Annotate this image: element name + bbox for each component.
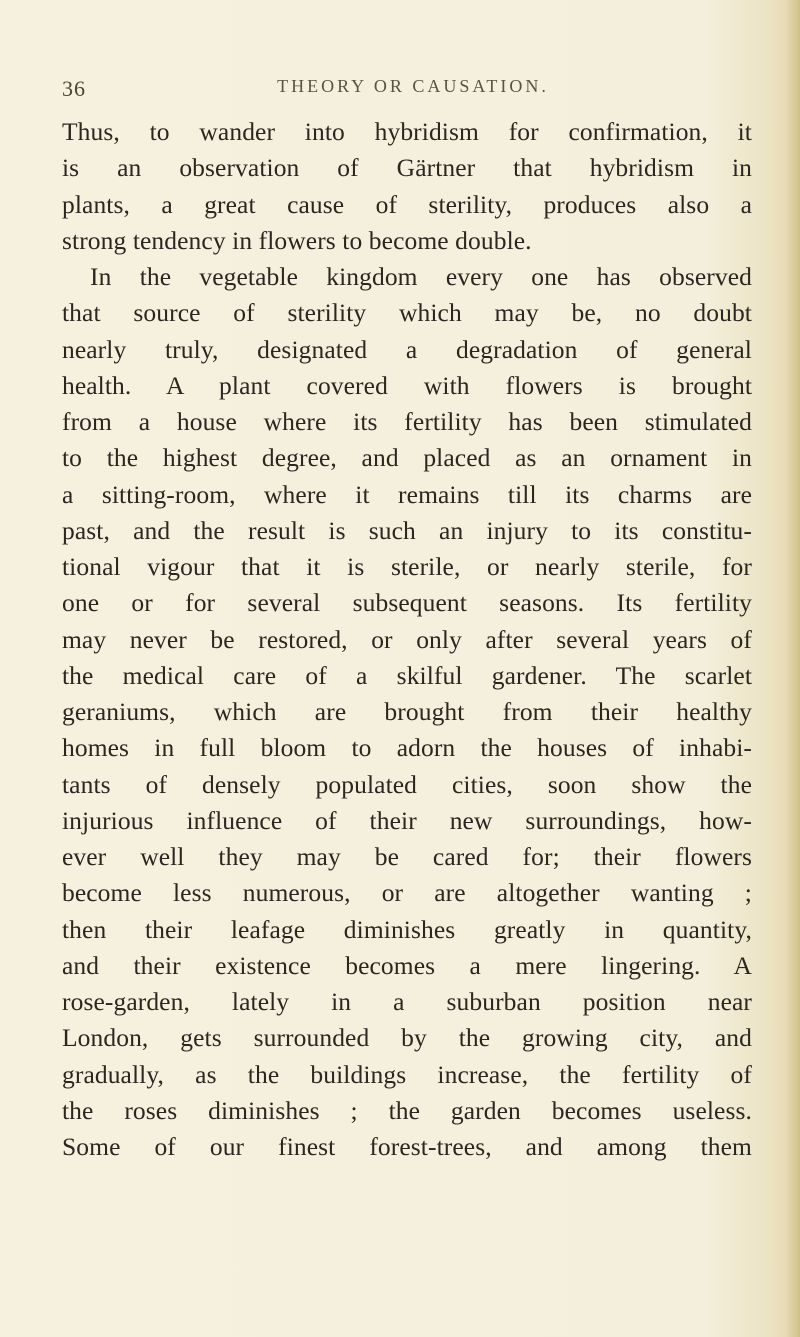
text-line: from a house where its fertility has been stimulated <box>62 407 752 436</box>
text-line: one or for several subsequent seasons. Its fertility <box>62 588 752 618</box>
text-line: to the highest degree, and placed as an ornament in <box>62 443 752 473</box>
text-line: health. A plant covered with flowers is brought <box>62 370 752 400</box>
body-text <box>62 114 752 1165</box>
text-line: plants, a great cause of sterility, produces also a <box>62 189 752 219</box>
text-line: the medical care of a skilful gardener. The scarlet <box>62 660 752 690</box>
text-line: rose-garden, lately in a suburban position near <box>62 987 752 1016</box>
text-line: injurious influence of their new surroundings, how- <box>62 805 752 835</box>
text-line: strong tendency in flowers to become double. <box>62 225 532 255</box>
text-line: Some of our finest forest-trees, and among them <box>62 1132 752 1161</box>
text-line: then their leafage diminishes greatly in quantity, <box>62 914 752 944</box>
text-line: is an observation of Gärtner that hybridism in <box>62 153 752 183</box>
text-line: homes in full bloom to adorn the houses of inhabi- <box>62 733 752 763</box>
text-line: the roses diminishes ; the garden becomes useless. <box>62 1095 752 1125</box>
text-line: gradually, as the buildings increase, the fertility of <box>62 1059 752 1089</box>
text-line: past, and the result is such an injury to its constitu- <box>62 515 752 545</box>
text-line: tional vigour that it is sterile, or nearly sterile, for <box>62 552 752 581</box>
text-line: ever well they may be cared for; their flowers <box>62 842 752 871</box>
text-line: that source of sterility which may be, no doubt <box>62 298 752 328</box>
text-line: London, gets surrounded by the growing city, and <box>62 1023 752 1053</box>
text-line: become less numerous, or are altogether wanting ; <box>62 878 752 908</box>
text-line: nearly truly, designated a degradation of general <box>62 334 752 364</box>
page-binding-edge <box>786 0 800 1337</box>
text-line: and their existence becomes a mere lingering. A <box>62 950 752 980</box>
text-line: tants of densely populated cities, soon show the <box>62 769 752 799</box>
text-line: a sitting-room, where it remains till its charms are <box>62 479 752 509</box>
page-number: 36 <box>62 76 86 101</box>
text-line: may never be restored, or only after several years of <box>62 624 752 654</box>
text-line: In the vegetable kingdom every one has observed <box>90 262 752 291</box>
page-header <box>62 76 764 110</box>
text-line: Thus, to wander into hybridism for confirmation, it <box>62 117 752 146</box>
running-head: THEORY OR CAUSATION. <box>277 76 549 96</box>
text-line: geraniums, which are brought from their healthy <box>62 697 752 726</box>
